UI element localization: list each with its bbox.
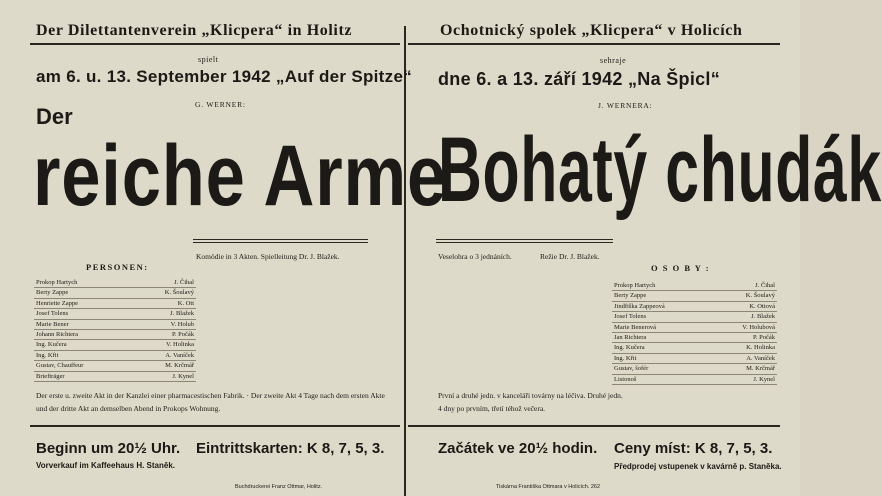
cast-row (612, 291, 777, 301)
german-header: Der Dilettantenverein „Klicpera“ in Holitz (36, 22, 353, 39)
cast-row (34, 350, 196, 360)
cast-actor: K. Holinka (711, 343, 777, 353)
cast-role: Listonoš (612, 374, 711, 384)
cast-row (34, 361, 196, 371)
cast-row (34, 371, 196, 381)
german-title-rule-1 (193, 239, 368, 240)
czech-title: Bohatý chudák (438, 119, 882, 221)
cast-row (612, 343, 777, 353)
cast-row (34, 340, 196, 350)
czech-title-rule-2 (436, 242, 613, 243)
german-subtitle: Komödie in 3 Akten. Spielleitung Dr. J. Blažek. (196, 252, 340, 261)
czech-sehraje: sehraje (600, 56, 627, 65)
cast-row (34, 330, 196, 340)
german-beginn: Beginn um 20½ Uhr. (36, 440, 181, 457)
german-bottom-rule (30, 425, 400, 427)
german-synopsis: Der erste u. zweite Akt in der Kanzlei einer pharmacestischen Fabrik. · Der zweite Akt 4 Tage nach dem ersten Akte und der dritte Akt an demselben Abend in Prokops Wohnung. (36, 391, 385, 413)
cast-role: Josef Tolens (612, 312, 711, 322)
german-eintritt: Eintrittskarten: K 8, 7, 5, 3. (196, 440, 385, 457)
cast-actor: A. Vaníček (132, 350, 196, 360)
cast-role: Berty Zappe (34, 288, 132, 298)
german-vorverkauf: Vorverkauf im Kaffeehaus H. Staněk. (36, 461, 176, 470)
czech-bottom-rule (408, 425, 780, 427)
german-dates: am 6. u. 13. September 1942 „Auf der Spitze“ (36, 67, 412, 86)
cast-role: Ing. Křit (34, 350, 132, 360)
cast-row (612, 353, 777, 363)
cast-role: Jindfiška Zappeová (612, 301, 711, 311)
cast-role: Ing. Křit (612, 353, 711, 363)
cast-actor: P. Počák (132, 330, 196, 340)
cast-role: Berty Zappe (612, 291, 711, 301)
cast-actor: V. Holubová (711, 322, 777, 332)
cast-role: Marie Benerová (612, 322, 711, 332)
cast-role: Briefträger (34, 371, 132, 381)
german-title-small: Der (36, 104, 73, 129)
czech-dates: dne 6. a 13. září 1942 „Na Špicl“ (438, 69, 721, 89)
cast-actor: A. Vaníček (711, 353, 777, 363)
czech-cast-header: O S O B Y : (651, 263, 711, 273)
cast-row (612, 281, 777, 291)
cast-row (612, 312, 777, 322)
center-divider (404, 26, 406, 496)
cast-role: Jan Richtera (612, 333, 711, 343)
german-printer: Buchdruckerei Franz Ottmar, Holitz. (235, 484, 323, 490)
cast-row (34, 309, 196, 319)
german-author: G. WERNER: (195, 100, 246, 109)
cast-actor: M. Krčmář (711, 364, 777, 374)
czech-header: Ochotnický spolek „Klicpera“ v Holicích (440, 22, 743, 39)
german-header-rule (30, 43, 400, 45)
cast-row (34, 288, 196, 298)
cast-role: Henriette Zappe (34, 298, 132, 308)
cast-actor: M. Krčmář (132, 361, 196, 371)
cast-actor: K. Šoulavý (132, 288, 196, 298)
cast-actor: J. Čihal (132, 278, 196, 288)
czech-zacatek: Začátek ve 20½ hodin. (438, 440, 598, 457)
cast-row (34, 278, 196, 288)
czech-ceny: Ceny míst: K 8, 7, 5, 3. (614, 440, 773, 457)
cast-actor: J. Čihal (711, 281, 777, 291)
german-cast-header: PERSONEN: (86, 262, 149, 272)
cast-actor: K. Ott (132, 298, 196, 308)
cast-role: Gustav, Chauffeur (34, 361, 132, 371)
german-title: reiche Arme (33, 128, 448, 224)
cast-actor: V. Holub (132, 319, 196, 329)
czech-cast-table (612, 281, 777, 385)
czech-printer: Tiskárna Františka Ottmara v Holicích. 262 (496, 484, 601, 490)
cast-row (612, 374, 777, 384)
german-cast-table (34, 278, 196, 382)
czech-title-rule-1 (436, 239, 613, 240)
czech-header-rule (408, 43, 780, 45)
czech-subtitle-left: Veselohra o 3 jednáních. (438, 252, 512, 261)
cast-actor: V. Holinka (132, 340, 196, 350)
cast-role: Prokop Hartych (34, 278, 132, 288)
czech-subtitle-right: Režie Dr. J. Blažek. (540, 252, 600, 261)
cast-actor: K. Šoulavý (711, 291, 777, 301)
cast-row (612, 333, 777, 343)
cast-row (612, 301, 777, 311)
cast-role: Johann Richtera (34, 330, 132, 340)
cast-role: Ing. Kučera (34, 340, 132, 350)
cast-role: Gustav, šofér (612, 364, 711, 374)
cast-actor: K. Ottová (711, 301, 777, 311)
cast-actor: J. Blažek (711, 312, 777, 322)
cast-row (612, 322, 777, 332)
cast-role: Josef Tolens (34, 309, 132, 319)
cast-row (34, 319, 196, 329)
czech-predprodej: Předprodej vstupenek v kavárně p. Staněka. (614, 462, 782, 471)
cast-row (34, 298, 196, 308)
cast-row (612, 364, 777, 374)
czech-author: J. WERNERA: (598, 101, 653, 110)
czech-synopsis: První a druhé jedn. v kanceláři továrny na léčiva. Druhé jedn. 4 dny po prvním, třetí téhož večera. (438, 391, 623, 413)
german-spielt: spielt (198, 55, 219, 64)
cast-actor: J. Kynel (132, 371, 196, 381)
cast-actor: P. Počák (711, 333, 777, 343)
cast-role: Ing. Kučera (612, 343, 711, 353)
cast-role: Marie Bener (34, 319, 132, 329)
german-title-rule-2 (193, 242, 368, 243)
cast-actor: J. Blažek (132, 309, 196, 319)
cast-actor: J. Kynel (711, 374, 777, 384)
cast-role: Prokop Hartych (612, 281, 711, 291)
